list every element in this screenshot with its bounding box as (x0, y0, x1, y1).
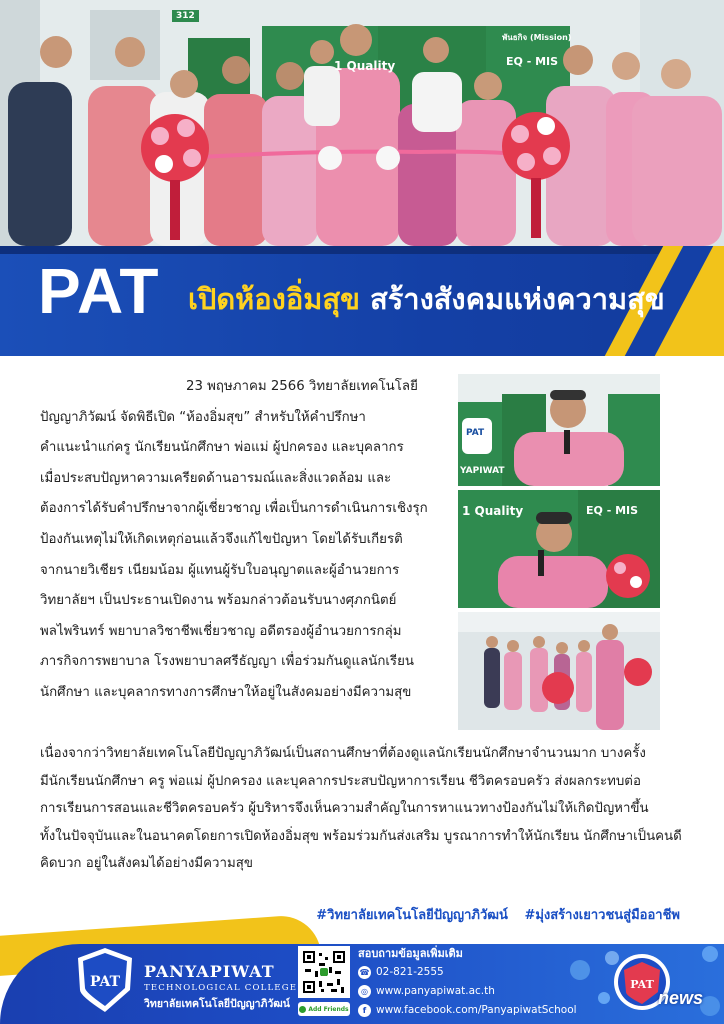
news-badge-text: PAT (630, 978, 654, 991)
line-qr-code[interactable] (298, 946, 350, 998)
line-icon (299, 1006, 306, 1013)
article-line: ภารกิจการพยาบาล โรงพยาบาลศรีธัญญา เพื่อร่วมกันดูแลนักเรียน (40, 654, 414, 670)
ribbon-cutting-scene (0, 0, 724, 246)
side-sign-quality: 1 Quality (462, 504, 524, 518)
room-number-label: 312 (172, 10, 199, 22)
article-line: มีนักเรียนนักศึกษา ครู พ่อแม่ ผู้ปกครอง และบุคลากรประสบปัญหาการเรียน ชีวิตครอบครัว ส่งผลกระทบต่อ (40, 773, 641, 789)
article-line: ต้องการได้รับคำปรึกษาจากผู้เชี่ยวชาญ เพื่อเป็นการดำเนินการเชิงรุก (40, 501, 428, 517)
news-word: news (658, 988, 704, 1008)
contact-phone-row[interactable] (358, 963, 577, 982)
add-friends-button[interactable] (298, 1002, 350, 1016)
article-line: พลไพรินทร์ พยาบาลวิชาชีพเชี่ยวชาญ อดีตรองผู้อำนวยการกลุ่ม (40, 623, 402, 639)
article-line: จากนายวิเชียร เนียมน้อม ผู้แทนผู้รับใบอนุญาตและผู้อำนวยการ (40, 562, 400, 578)
hashtags (304, 904, 680, 925)
banner-top-stripe (0, 246, 724, 254)
globe-icon: ◎ (358, 985, 371, 998)
add-friends-label: Add Friends (308, 1005, 349, 1013)
side-sign-pat: PAT (466, 428, 485, 438)
article-line: คำแนะนำแก่ครู นักเรียนนักศึกษา พ่อแม่ ผู้ปกครอง และบุคลากร (40, 440, 404, 456)
mission-sign: พันธกิจ (Mission) (502, 33, 572, 42)
article-line: เมื่อประสบปัญหาความเครียดด้านอารมณ์และสิ่งแวดล้อม และ (40, 470, 392, 486)
hero-photo (0, 0, 724, 246)
article-line: วิทยาลัยฯ เป็นประธานเปิดงาน พร้อมกล่าวต้อนรับนางศุภกนิตย์ (40, 593, 397, 609)
headline (188, 276, 665, 322)
quality-sign: 1 Quality (334, 59, 396, 73)
news-bubbles-decoration (560, 940, 724, 1024)
article-line: ป้องกันเหตุไม่ให้เกิดเหตุก่อนแล้วจึงแก้ไขปัญหา โดยได้รับเกียรติ (40, 531, 403, 547)
article-line: 23 พฤษภาคม 2566 วิทยาลัยเทคโนโลยี (186, 379, 418, 394)
headline-part1: เปิดห้องอิ่มสุข (188, 282, 360, 316)
contact-website-row[interactable] (358, 982, 577, 1001)
college-logo-icon (76, 946, 134, 1012)
eq-mis-sign: EQ - MIS (506, 55, 559, 68)
contact-facebook: www.facebook.com/PanyapiwatSchool (376, 1004, 577, 1016)
side-photo-group (458, 612, 660, 730)
article-line: นักศึกษา และบุคลากรทางการศึกษาให้อยู่ในสังคมอย่างมีความสุข (40, 684, 412, 700)
article-line: เนื่องจากว่าวิทยาลัยเทคโนโลยีปัญญาภิวัฒน์เป็นสถานศึกษาที่ต้องดูแลนักเรียนนักศึกษาจำนวนมาก บางครั้ง (40, 746, 646, 761)
college-name-block (144, 962, 297, 1012)
logo-text: PAT (89, 974, 121, 990)
hashtag-college[interactable]: #วิทยาลัยเทคโนโลยีปัญญาภิวัฒน์ (316, 908, 508, 923)
article-line: คิดบวก อยู่ในสังคมได้อย่างมีความสุข (40, 856, 253, 871)
college-name-th: วิทยาลัยเทคโนโลยีปัญญาภิวัฒน์ (144, 998, 290, 1010)
headline-part2: สร้างสังคมแห่งความสุข (370, 282, 665, 316)
article-body (40, 372, 450, 709)
side-photo-chairman (458, 374, 660, 486)
contact-facebook-row[interactable] (358, 1001, 577, 1020)
contact-phone: 02-821-2555 (376, 966, 444, 978)
article-body-wide (40, 740, 690, 878)
side-sign-caption: YAPIWAT (460, 466, 505, 476)
college-name-en-sub: TECHNOLOGICAL COLLEGE (144, 983, 298, 993)
brand-title: PAT (38, 255, 160, 327)
hashtag-youth[interactable]: #มุ่งสร้างเยาวชนสู่มืออาชีพ (524, 908, 680, 923)
college-name-en: PANYAPIWAT (144, 962, 275, 981)
contact-block (358, 944, 577, 1020)
article-line: การเรียนการสอนและชีวิตครอบครัว ผู้บริหารจึงเห็นความสำคัญในการหาแนวทางป้องกันไม่ให้เกิดปัญหาขึ้น (40, 801, 649, 816)
facebook-icon: f (358, 1004, 371, 1017)
contact-heading: สอบถามข้อมูลเพิ่มเติม (358, 947, 463, 960)
contact-website: www.panyapiwat.ac.th (376, 985, 495, 997)
side-sign-eq: EQ - MIS (586, 504, 639, 517)
article-line: ปัญญาภิวัฒน์ จัดพิธีเปิด “ห้องอิ่มสุข” สำหรับให้คำปรึกษา (40, 409, 366, 425)
side-photo-speaker (458, 490, 660, 608)
phone-icon: ☎ (359, 968, 370, 977)
article-line: ทั้งในปัจจุบันและในอนาคตโดยการเปิดห้องอิ่มสุข พร้อมร่วมกันส่งเสริม บูรณาการทำให้นักเรียน นักศึกษาเป็นคนดี (40, 828, 682, 844)
